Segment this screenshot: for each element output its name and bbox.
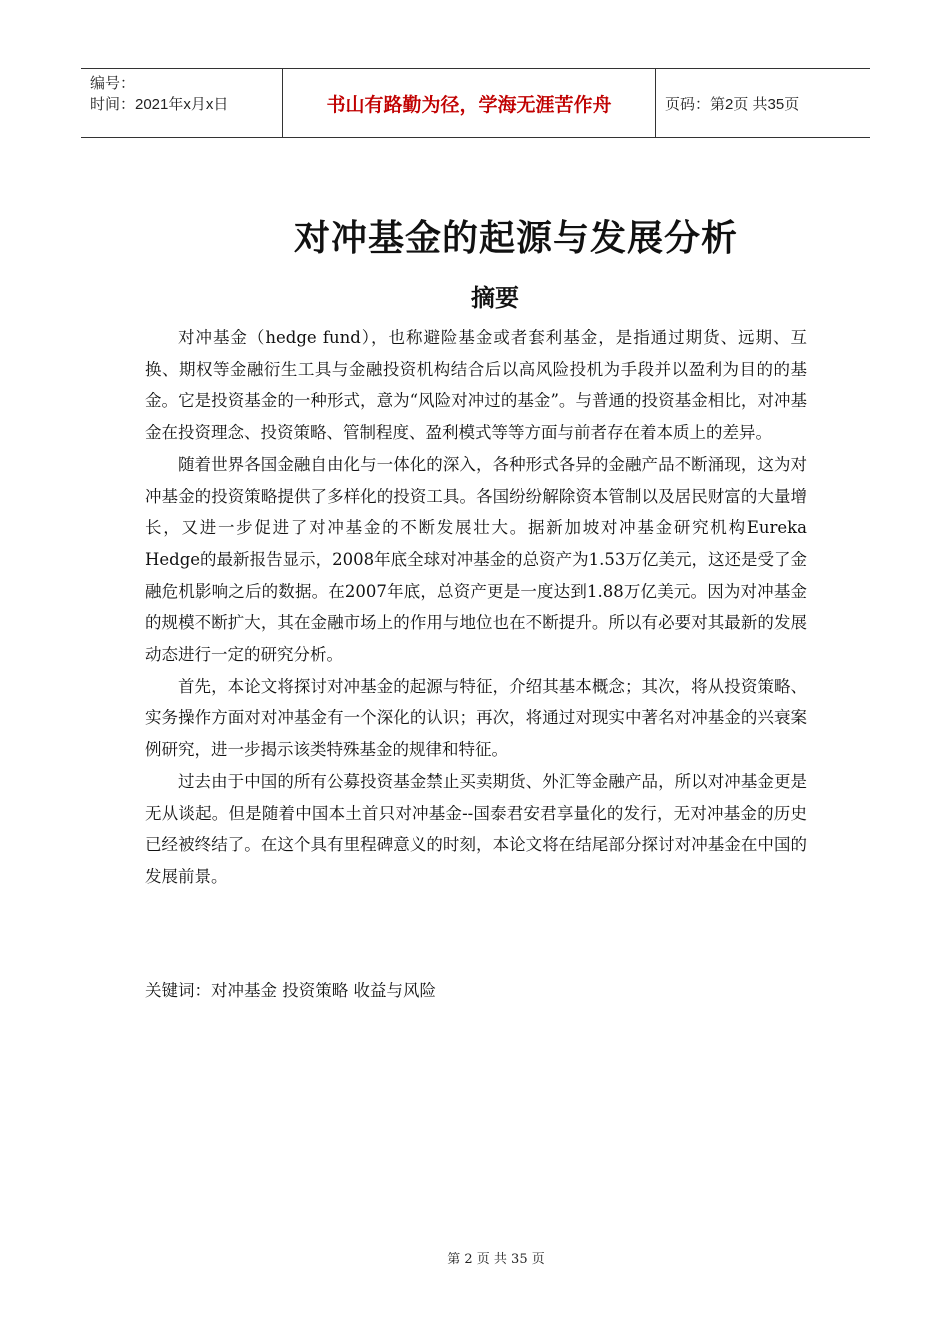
paragraph: 对冲基金（hedge fund），也称避险基金或者套利基金，是指通过期货、远期、互换、期权等金融衍生工具与金融投资机构结合后以高风险投机为手段并以盈利为目的的基金。它是投资基金的一种形式，意为“风险对冲过的基金”。与普通的投资基金相比，对冲基金在投资理念、投资策略、管制程度、盈利模式等等方面与前者存在着本质上的差异。 bbox=[145, 328, 807, 443]
header-page-info: 页码：第2页 共35页 bbox=[665, 95, 800, 113]
paragraph: 过去由于中国的所有公募投资基金禁止买卖期货、外汇等金融产品，所以对冲基金更是无从谈起。但是随着中国本土首只对冲基金--国泰君安君享量化的发行，无对冲基金的历史已经被终结了。在这个具有里程碑意义的时刻，本论文将在结尾部分探讨对冲基金在中国的发展前景。 bbox=[145, 771, 807, 886]
header-meta bbox=[81, 69, 282, 137]
abstract-body bbox=[145, 322, 807, 893]
keywords: 关键词：对冲基金 投资策略 收益与风险 bbox=[145, 981, 436, 1000]
doc-code-label: 编号： bbox=[90, 75, 136, 92]
abstract-heading: 摘要 bbox=[471, 284, 519, 312]
header-motto: 书山有路勤为径，学海无涯苦作舟 bbox=[282, 69, 656, 137]
paragraph: 首先，本论文将探讨对冲基金的起源与特征，介绍其基本概念；其次，将从投资策略、实务操作方面对对冲基金有一个深化的认识；再次，将通过对现实中著名对冲基金的兴衰案例研究，进一步揭示该类特殊基金的规律和特征。 bbox=[145, 676, 807, 760]
paragraph: 随着世界各国金融自由化与一体化的深入，各种形式各异的金融产品不断涌现，这为对冲基金的投资策略提供了多样化的投资工具。各国纷纷解除资本管制以及居民财富的大量增长，又进一步促进了对冲基金的不断发展壮大。据新加坡对冲基金研究机构Eureka Hedge的最新报告显示，2008年底全球对冲基金的总资产为1.53万亿美元，这还是受了金融危机影响之后的数据。在2007年底，总资产更是一度达到1.88万亿美元。因为对冲基金的规模不断扩大，其在金融市场上的作用与地位也在不断提升。所以有必要对其最新的发展动态进行一定的研究分析。 bbox=[145, 454, 807, 665]
page-footer: 第 2 页 共 35 页 bbox=[447, 1252, 545, 1267]
page-header bbox=[81, 68, 870, 138]
document-title: 对冲基金的起源与发展分析 bbox=[293, 218, 738, 259]
doc-date: 时间：2021年x月x日 bbox=[90, 96, 229, 113]
